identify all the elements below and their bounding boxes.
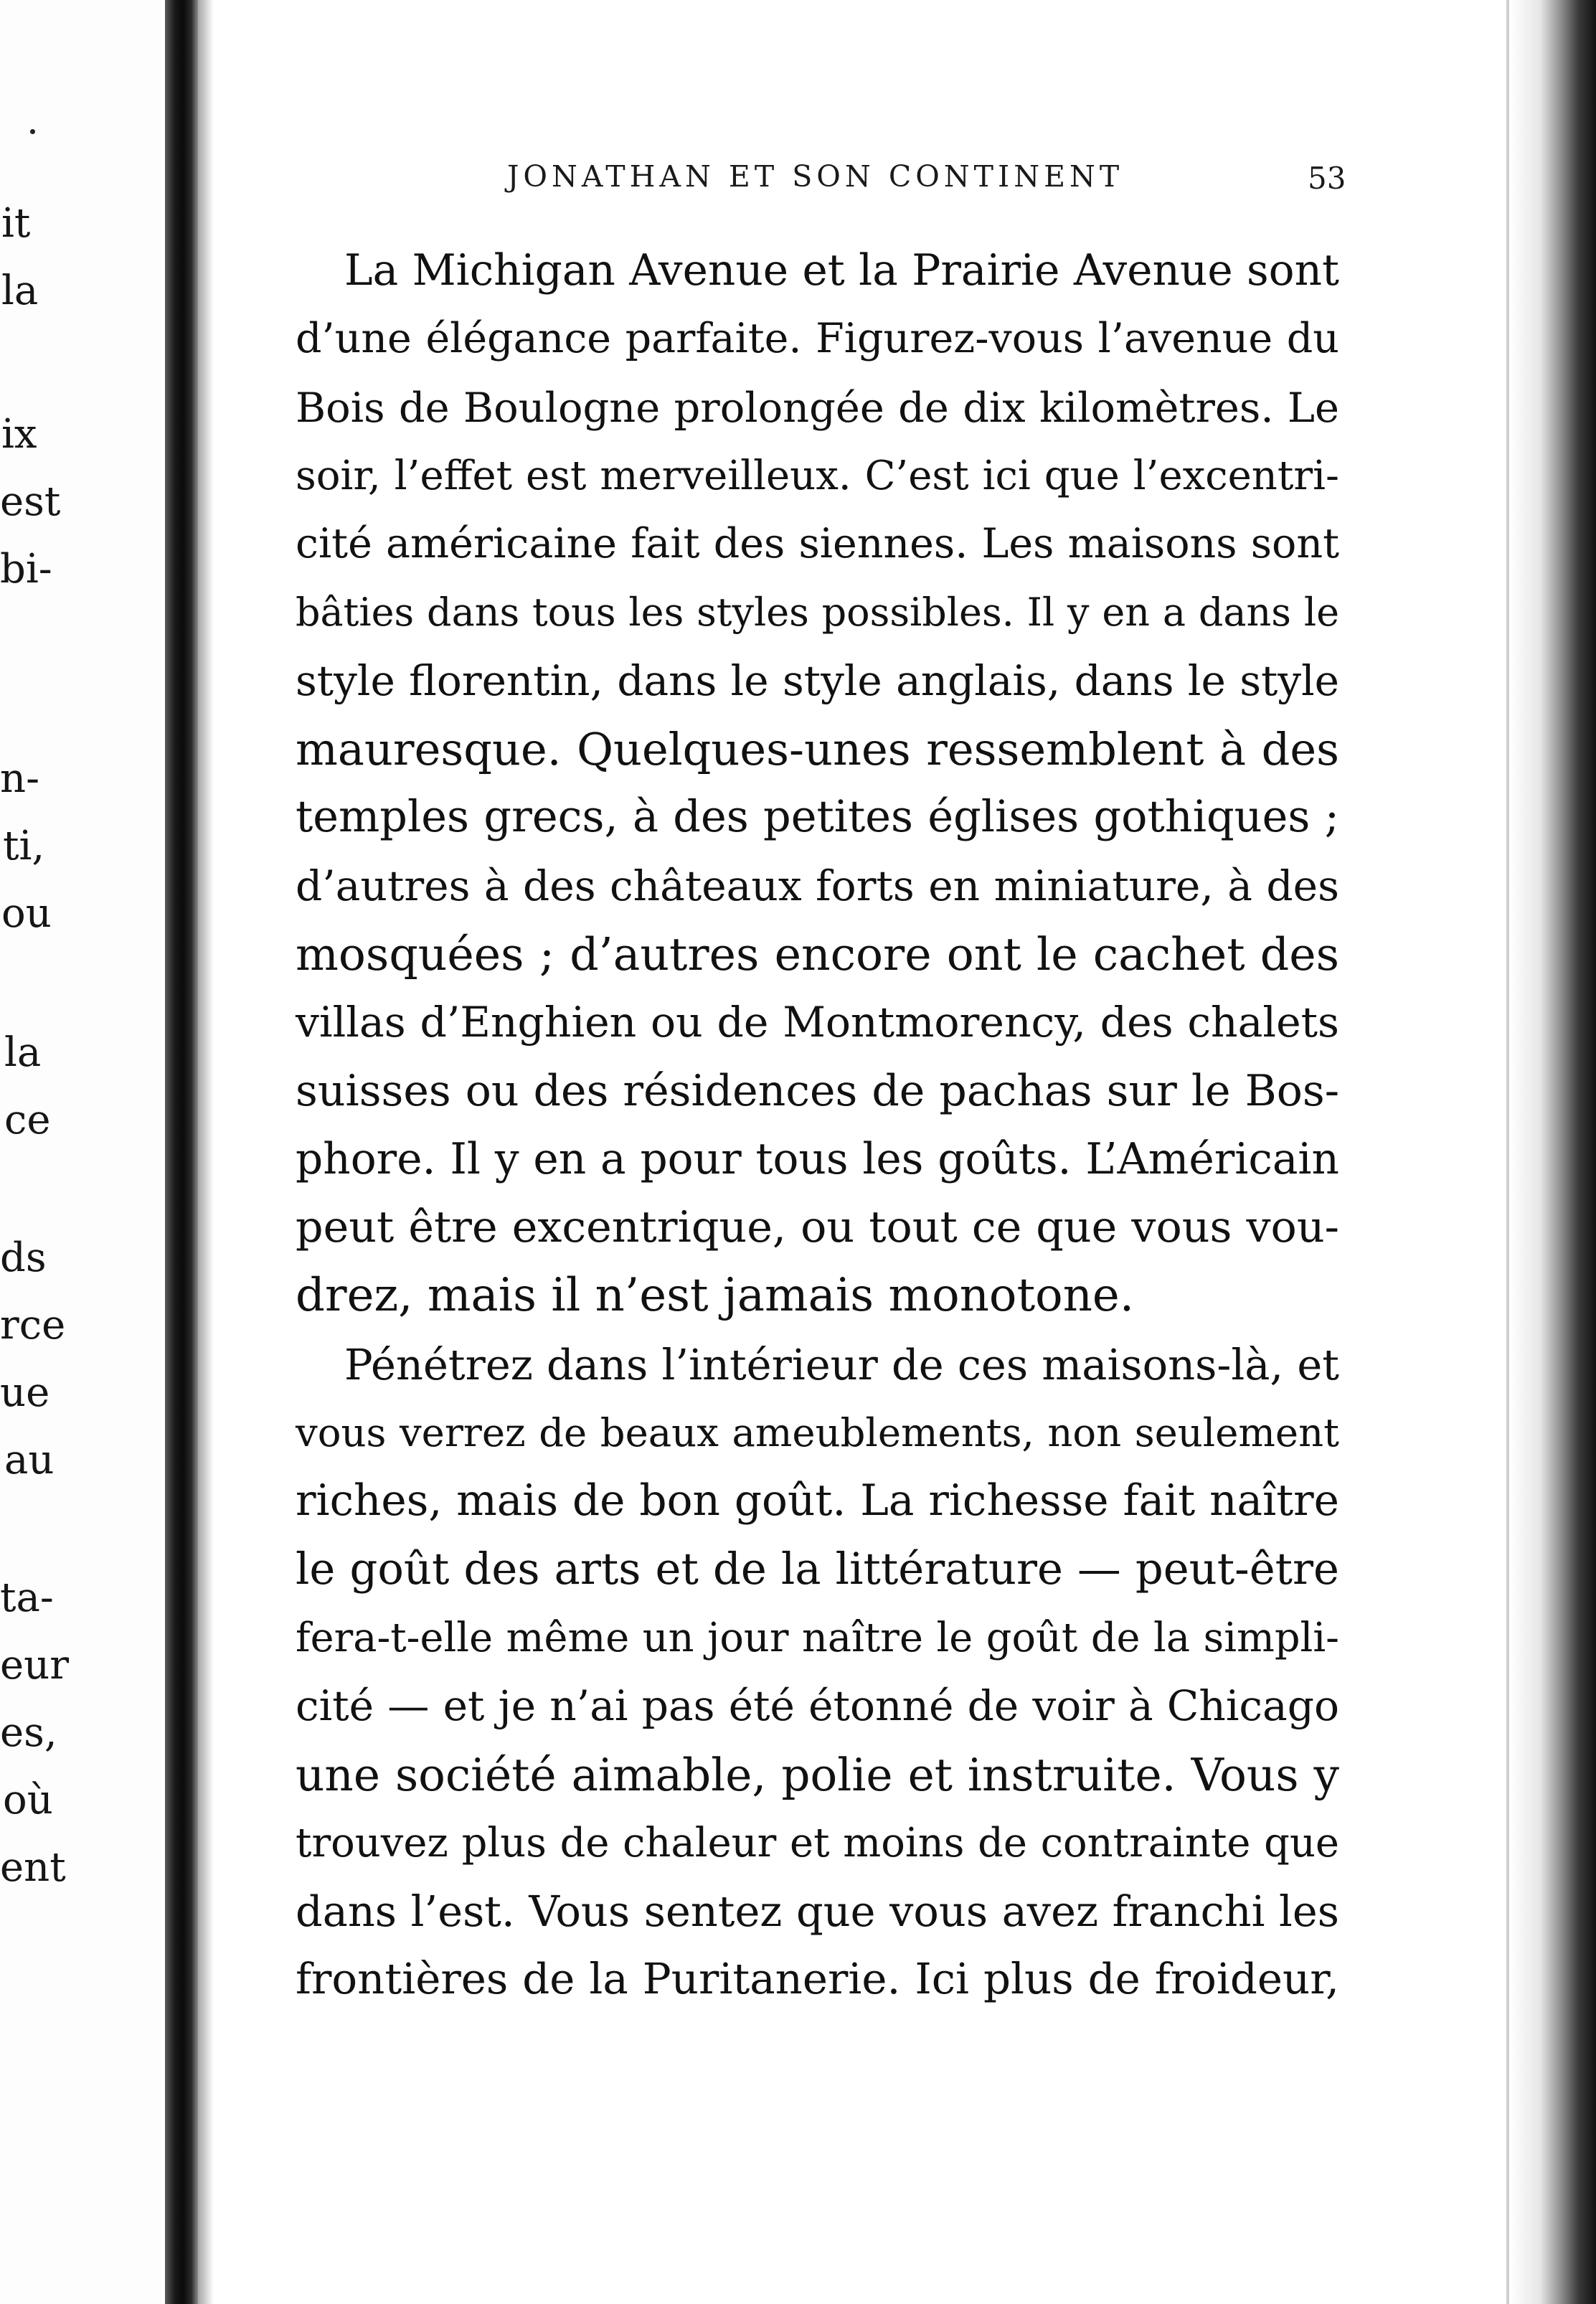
- running-title: JONATHAN ET SON CONTINENT: [507, 159, 1124, 194]
- facing-page-fragment: où: [3, 1777, 53, 1823]
- text-line: Pénétrez dans l’intérieur de ces maisons-là, et: [344, 1339, 1339, 1389]
- facing-page-fragment: la: [4, 1029, 42, 1076]
- text-line: trouvez plus de chaleur et moins de contrainte que: [296, 1819, 1339, 1866]
- ink-speck: [30, 129, 35, 134]
- facing-page-fragment: la: [1, 268, 39, 314]
- page-number: 53: [1308, 161, 1346, 196]
- facing-page-fragment: rce: [0, 1302, 66, 1349]
- text-line: cité américaine fait des siennes. Les maisons sont: [296, 520, 1339, 568]
- text-line: une société aimable, polie et instruite. Vous y: [296, 1748, 1339, 1801]
- text-line: villas d’Enghien ou de Montmorency, des chalets: [296, 998, 1339, 1047]
- facing-page-fragment: n-: [0, 755, 39, 802]
- facing-page-fragment: ix: [1, 411, 37, 458]
- facing-page-fragment: ent: [0, 1844, 66, 1891]
- facing-page-fragment: ti,: [3, 823, 45, 869]
- right-page-edge: [1510, 0, 1596, 2304]
- text-line: le goût des arts et de la littérature — peut-être: [296, 1544, 1339, 1595]
- text-line: mosquées ; d’autres encore ont le cachet des: [296, 927, 1339, 981]
- facing-page-fragment: ds: [0, 1234, 47, 1281]
- text-line: Bois de Boulogne prolongée de dix kilomètres. Le: [296, 383, 1339, 432]
- facing-page-fragment: it: [1, 200, 31, 247]
- text-line: fera-t-elle même un jour naître le goût de la simpli-: [296, 1614, 1339, 1661]
- facing-page-fragment: ta-: [0, 1574, 54, 1621]
- facing-page: [0, 0, 165, 2304]
- text-line: d’une élégance parfaite. Figurez-vous l’avenue du: [296, 315, 1339, 363]
- page-edge-line: [1506, 0, 1509, 2304]
- paragraph: [296, 1331, 1339, 2014]
- text-line: d’autres à des châteaux forts en miniature, à des: [296, 861, 1339, 910]
- text-line: peut être excentrique, ou tout ce que vous vou-: [296, 1202, 1339, 1253]
- text-line: frontières de la Puritanerie. Ici plus de froideur,: [296, 1955, 1339, 2005]
- text-line: drez, mais il n’est jamais monotone.: [296, 1269, 1135, 1323]
- facing-page-fragment: eur: [0, 1642, 69, 1689]
- gutter-shadow: [198, 0, 214, 2304]
- facing-page-fragment: ce: [4, 1097, 51, 1143]
- text-line: phore. Il y en a pour tous les goûts. L’Américain: [296, 1134, 1339, 1184]
- text-line: cité — et je n’ai pas été étonné de voir à Chicago: [296, 1681, 1339, 1731]
- text-line: mauresque. Quelques-unes ressemblent à des: [296, 723, 1339, 776]
- text-line: bâties dans tous les styles possibles. Il y en a dans le: [296, 590, 1339, 636]
- text-line: temples grecs, à des petites églises gothiques ;: [296, 792, 1339, 843]
- text-line: dans l’est. Vous sentez que vous avez franchi les: [296, 1887, 1339, 1937]
- facing-page-fragment: ue: [0, 1369, 50, 1416]
- text-line: suisses ou des résidences de pachas sur le Bos-: [296, 1065, 1339, 1116]
- running-head: [0, 159, 1596, 195]
- text-line: vous verrez de beaux ameublements, non seulement: [296, 1410, 1339, 1456]
- facing-page-fragment: es,: [0, 1709, 57, 1756]
- text-line: soir, l’effet est merveilleux. C’est ici que l’excentri-: [296, 452, 1339, 499]
- text-line: La Michigan Avenue et la Prairie Avenue sont: [344, 246, 1339, 296]
- book-gutter: [165, 0, 198, 2304]
- text-line: style florentin, dans le style anglais, dans le style: [296, 656, 1339, 705]
- text-line: riches, mais de bon goût. La richesse fait naître: [296, 1476, 1339, 1526]
- facing-page-fragment: bi-: [0, 546, 52, 592]
- facing-page-fragment: est: [0, 478, 61, 525]
- facing-page-fragment: ou: [1, 890, 52, 937]
- paragraph: [296, 237, 1339, 1331]
- body-text: [296, 237, 1339, 2014]
- facing-page-fragment: au: [4, 1437, 55, 1483]
